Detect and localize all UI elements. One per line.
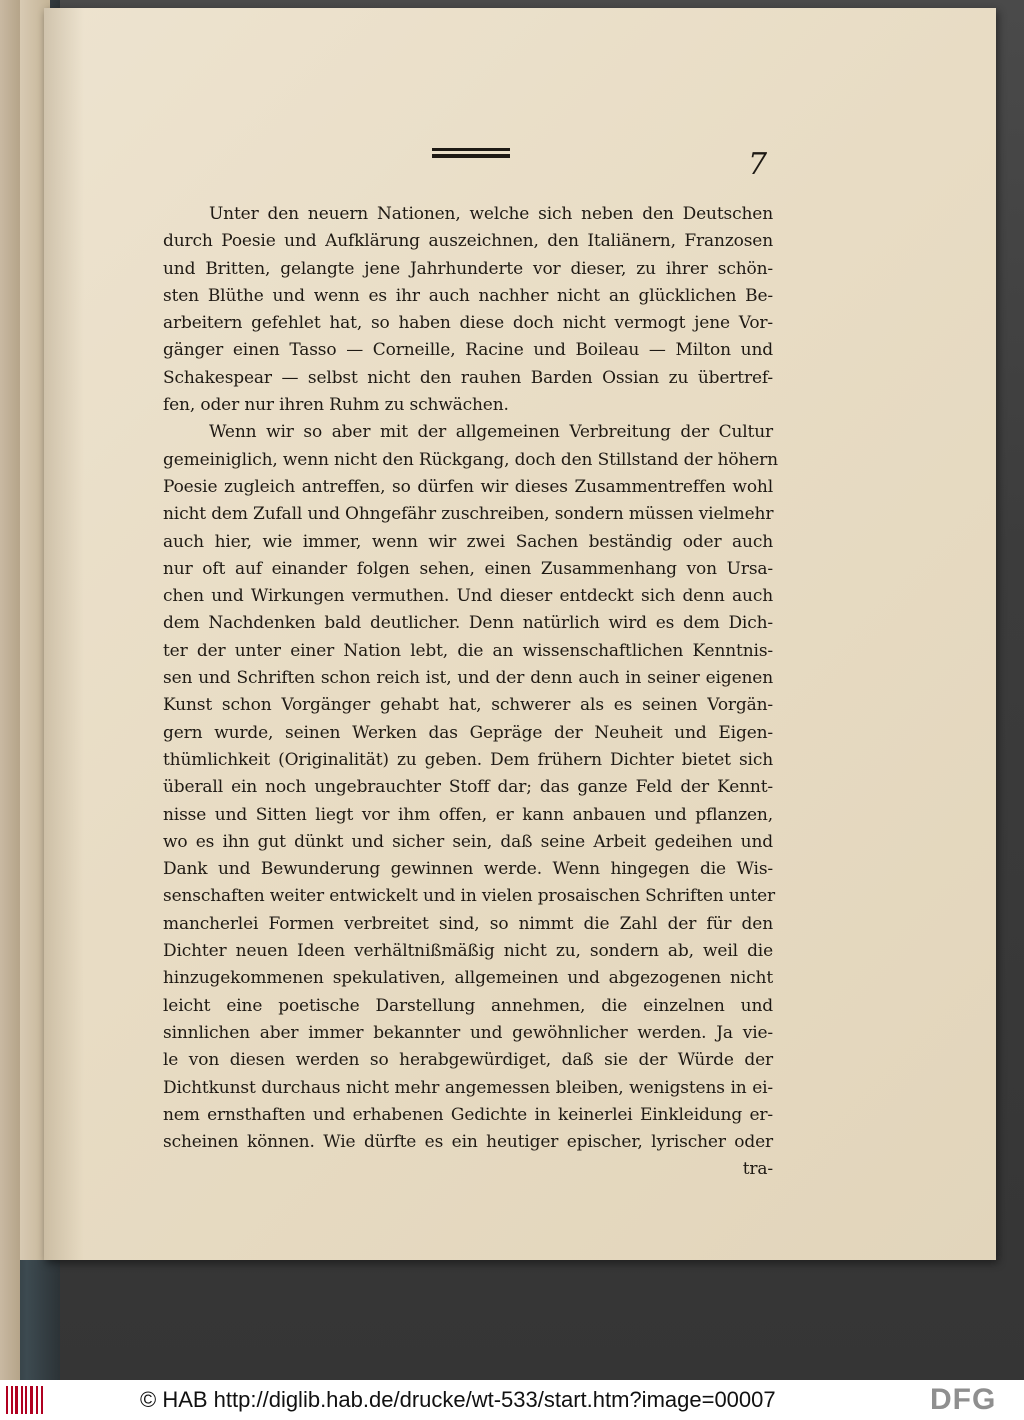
text-line: le von diesen werden so herabgewürdiget, daß sie der Würde der	[163, 1050, 773, 1071]
text-line: chen und Wirkungen vermuthen. Und dieser entdeckt sich denn auch	[163, 586, 773, 607]
text-line: hinzugekommenen spekulativen, allgemeinen und abgezogenen nicht	[163, 968, 773, 989]
text-line: nem ernsthaften und erhabenen Gedichte in keinerlei Einkleidung er-	[163, 1104, 773, 1125]
previous-page-edge	[0, 0, 20, 1380]
text-line: thümlichkeit (Originalität) zu geben. Dem frühern Dichter bietet sich	[163, 749, 773, 770]
header-rule	[432, 148, 510, 162]
dfg-logo: DFG	[930, 1383, 997, 1416]
text-line: gern wurde, seinen Werken das Gepräge der Neuheit und Eigen-	[163, 722, 773, 743]
body-text	[163, 201, 778, 1184]
text-line: ter der unter einer Nation lebt, die an wissenschaftlichen Kenntnis-	[163, 640, 773, 661]
footer-bar	[0, 1380, 1024, 1420]
text-line: leicht eine poetische Darstellung annehmen, die einzelnen und	[163, 995, 773, 1016]
text-line: wo es ihn gut dünkt und sicher sein, daß seine Arbeit gedeihen und	[163, 831, 773, 852]
text-line: nicht dem Zufall und Ohngefähr zuschreiben, sondern müssen vielmehr	[163, 504, 774, 525]
text-line: Poesie zugleich antreffen, so dürfen wir dieses Zusammentreffen wohl	[163, 476, 773, 497]
text-line: nisse und Sitten liegt vor ihm offen, er kann anbauen und pflanzen,	[163, 804, 773, 825]
text-line: fen, oder nur ihren Ruhm zu schwächen.	[163, 395, 509, 416]
gutter-shadow	[44, 8, 84, 1260]
text-line: gänger einen Tasso — Corneille, Racine und Boileau — Milton und	[163, 340, 773, 361]
text-line: sen und Schriften schon reich ist, und der denn auch in seiner eigenen	[163, 668, 773, 689]
text-line: Unter den neuern Nationen, welche sich neben den Deutschen	[209, 204, 773, 224]
text-line: überall ein noch ungebrauchter Stoff dar; das ganze Feld der Kennt-	[163, 777, 773, 798]
text-line: gemeiniglich, wenn nicht den Rückgang, doch den Stillstand der höhern	[163, 449, 778, 470]
text-line: auch hier, wie immer, wenn wir zwei Sachen beständig oder auch	[163, 531, 773, 552]
text-line: Kunst schon Vorgänger gehabt hat, schwerer als es seinen Vorgän-	[163, 695, 773, 716]
text-line: durch Poesie und Aufklärung auszeichnen, den Italiänern, Franzosen	[163, 231, 773, 252]
text-line: sinnlichen aber immer bekannter und gewöhnlicher werden. Ja vie-	[163, 1022, 773, 1043]
text-line: arbeitern gefehlet hat, so haben diese doch nicht vermogt jene Vor-	[163, 313, 773, 334]
source-credit-link[interactable]: © HAB http://diglib.hab.de/drucke/wt-533/start.htm?image=00007	[140, 1387, 776, 1412]
catchword: tra-	[742, 1159, 773, 1180]
text-line: sten Blüthe und wenn es ihr auch nachher nicht an glücklichen Be-	[163, 285, 773, 306]
text-line: mancherlei Formen verbreitet sind, so nimmt die Zahl der für den	[163, 913, 773, 934]
text-line: scheinen können. Wie dürfte es ein heutiger epischer, lyrischer oder	[163, 1132, 773, 1153]
text-line: und Britten, gelangte jene Jahrhunderte vor dieser, zu ihrer schön-	[163, 258, 773, 279]
text-line: nur oft auf einander folgen sehen, einen Zusammenhang von Ursa-	[163, 558, 773, 579]
text-line: Schakespear — selbst nicht den rauhen Barden Ossian zu übertref-	[163, 367, 773, 388]
text-line: Dichter neuen Ideen verhältnißmäßig nicht zu, sondern ab, weil die	[163, 941, 773, 962]
barcode-icon	[6, 1386, 46, 1414]
page-number: 7	[748, 147, 768, 182]
text-line: Wenn wir so aber mit der allgemeinen Verbreitung der Cultur	[209, 422, 773, 443]
text-line: dem Nachdenken bald deutlicher. Denn natürlich wird es dem Dich-	[163, 613, 773, 634]
text-line: senschaften weiter entwickelt und in vielen prosaischen Schriften unter	[163, 886, 776, 907]
text-line: Dank und Bewunderung gewinnen werde. Wenn hingegen die Wis-	[163, 859, 773, 880]
text-line: Dichtkunst durchaus nicht mehr angemessen bleiben, wenigstens in ei-	[163, 1077, 773, 1098]
